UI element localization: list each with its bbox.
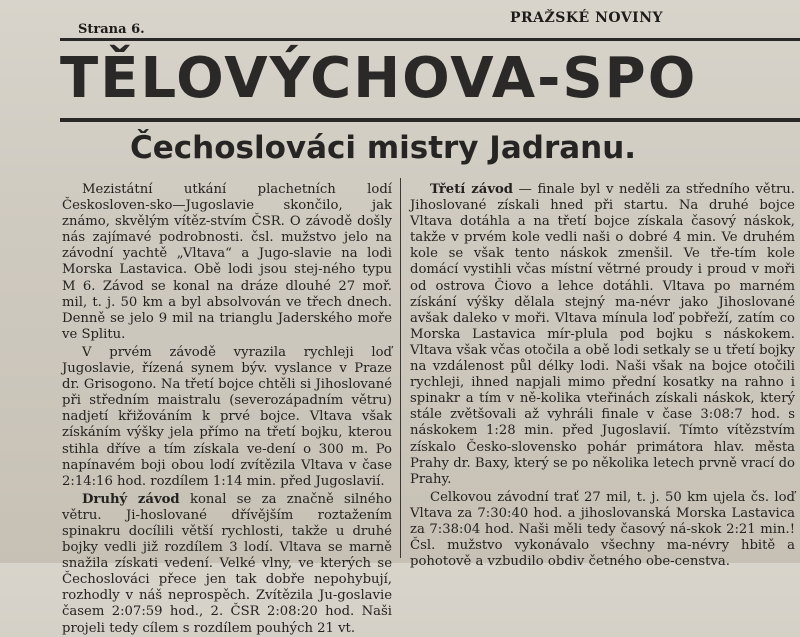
paragraph-left-3 bbox=[62, 492, 392, 637]
paragraph-lead: Třetí závod bbox=[430, 182, 514, 197]
paragraph-text: — finale byl v neděli za středního větru. Jihoslované získali hned při startu. Na druhé bojce Vltava dotáhla a na třetí bojce získala časový náskok, takže v prvém kole vedli naši o dobré 4 min. Ve druhém kole se však tento náskok zmenšil. Ve tře-tím kole domácí vystihli včas místní větrné proudy i proud v moři od ostrova Čiovo a lehce dotáhli. Vltava po marném získání výšky dělala stejný ma-névr jako Jihoslované avšak daleko v moři. Vltava mínula loď pobřeží, zatím co Morska Lastavica mír-plula pod bojku s náskokem. Vltava však včas otočila a obě lodi setkaly se u třetí bojky na vzdálenost půl délky lodi. Naši však na bojce otočili rychleji, ihned napjali mimo přední kosatky na rahno i spinakr a tím v ně-kolika vteřinách získali náskok, který stále zvětšovali až vyhráli finale v čase 3:08:7 hod. s náskokem 1:28 min. před Jugoslavií. Tímto vítězstvím získalo Česko-slovensko pohár primátora hlav. města Prahy dr. Baxy, který se po několika letech prvně vrací do Prahy. bbox=[410, 182, 795, 487]
article-headline: Čechoslováci mistry Jadranu. bbox=[130, 130, 637, 166]
page-number: Strana 6. bbox=[78, 22, 145, 37]
article-column-right bbox=[410, 182, 795, 570]
article-column-left bbox=[62, 182, 392, 637]
paragraph-right-2 bbox=[410, 490, 795, 570]
newspaper-name: PRAŽSKÉ NOVINY bbox=[510, 10, 664, 26]
paragraph-right-1 bbox=[410, 182, 795, 488]
paragraph-text: V prvém závodě vyrazila rychleji loď Jugoslavie, řízená synem býv. vyslance v Praze dr. Grisogono. Na třetí bojce chtěli si Jihoslované při středním maistralu (severozápadním větru) nadjetí křižováním k prvé bojce. Vltava však získáním výšky jela přímo na třetí bojku, kterou stihla dříve a tím získala ve-dení o 300 m. Po napínavém boji obou lodí zvítězila Vltava v čase 2:14:16 hod. rozdílem 1:14 min. před Jugoslavií. bbox=[62, 344, 392, 489]
section-title: TĚLOVÝCHOVA-SPO bbox=[60, 46, 698, 111]
paragraph-lead: Druhý závod bbox=[82, 491, 180, 507]
paragraph-text: Mezistátní utkání plachetních lodí Českosloven-sko—Jugoslavie skončilo, jak známo, skvělým vítěz-stvím ČSR. O závodě došly nás zajímavé podrobnosti. čsl. mužstvo jelo na závodní yachtě „Vltava“ a Jugo-slavie na lodi Morska Lastavica. Obě lodi jsou stej-ného typu M 6. Závod se konal na dráze dlouhé 27 moř. mil, t. j. 50 km a byl absolvován ve třech dnech. Denně se jelo 9 mil na trianglu Jaderského moře ve Splitu. bbox=[62, 182, 392, 342]
paragraph-text: Celkovou závodní trať 27 mil, t. j. 50 km ujela čs. loď Vltava za 7:30:40 hod. a jihoslovanská Morska Lastavica za 7:38:04 hod. Naši měli tedy časový ná-skok 2:21 min.! Čsl. mužstvo vykonávalo všechny ma-névry hbitě a pohotově a vzbudilo obdiv četného obe-censtva. bbox=[410, 489, 795, 570]
column-divider bbox=[400, 178, 401, 558]
paragraph-left-2 bbox=[62, 345, 392, 490]
section-rule bbox=[60, 118, 800, 122]
paragraph-left-1 bbox=[62, 182, 392, 343]
paragraph-text: konal se za značně silného větru. Ji-hoslované dřívějším roztažením spinakru docílili větší rychlosti, takže u druhé bojky vedli již rozdílem 3 lodí. Vltava se marně snažila získati vedení. Velké vlny, ve kterých se Čechoslováci přece jen tak dobře nepohybují, rozhodly v náš neprospěch. Zvítězila Ju-goslavie časem 2:07:59 hod., 2. ČSR 2:08:20 hod. Naši projeli tedy cílem s rozdílem pouhých 21 vt. bbox=[62, 491, 392, 636]
